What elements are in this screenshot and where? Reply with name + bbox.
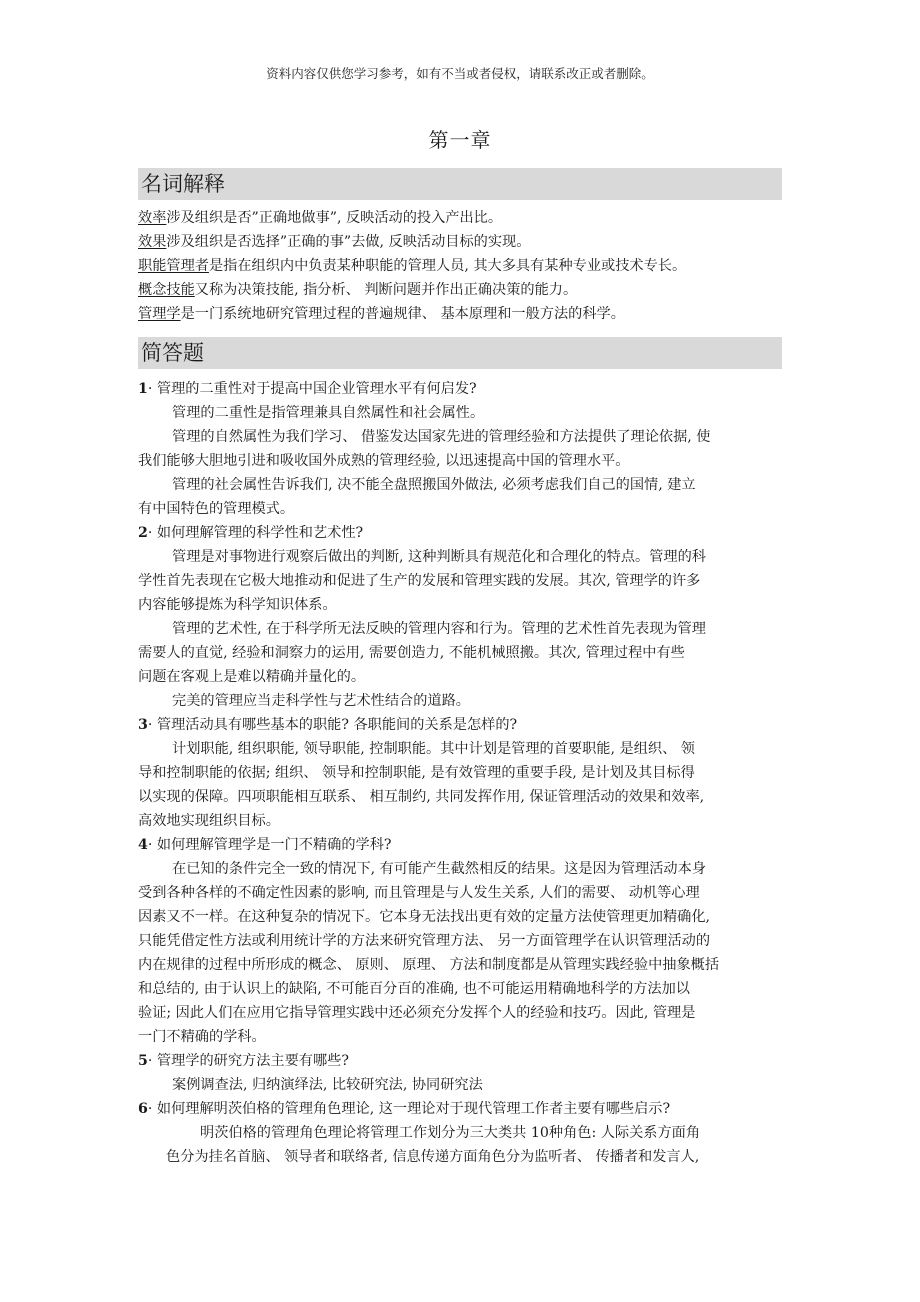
definition-term: 概念技能 xyxy=(138,282,195,298)
question-number: 4 xyxy=(138,837,148,853)
question-number: 3 xyxy=(138,717,148,733)
answer-line: 色分为挂名首脑、 领导者和联络者, 信息传递方面角色分为监听者、 传播者和发言人, xyxy=(166,1149,700,1165)
question-3 xyxy=(138,713,788,737)
answer-line: 一门不精确的学科。 xyxy=(138,1029,266,1045)
question-number: 2 xyxy=(138,525,148,541)
answer-line: 案例调查法, 归纳演绎法, 比较研究法, 协同研究法 xyxy=(172,1077,483,1093)
definition-text: 涉及组织是否选择”正确的事”去做, 反映活动目标的实现。 xyxy=(166,234,531,250)
question-title: · 管理学的研究方法主要有哪些? xyxy=(147,1053,349,1069)
section-title-terms: 名词解释 xyxy=(138,168,782,200)
definition-text: 又称为决策技能, 指分析、 判断问题并作出正确决策的能力。 xyxy=(194,282,578,298)
answer-line: 完美的管理应当走科学性与艺术性结合的道路。 xyxy=(172,693,470,709)
answer-line: 管理的二重性是指管理兼具自然属性和社会属性。 xyxy=(172,405,485,421)
answer-line: 内容能够提炼为科学知识体系。 xyxy=(138,597,337,613)
definitions-list xyxy=(138,206,788,326)
question-title: · 管理的二重性对于提高中国企业管理水平有何启发? xyxy=(147,381,477,397)
question-6 xyxy=(138,1097,788,1121)
question-title: · 管理活动具有哪些基本的职能? 各职能间的关系是怎样的? xyxy=(147,717,518,733)
definition-term: 效率 xyxy=(138,210,167,226)
question-2 xyxy=(138,521,788,545)
question-number: 6 xyxy=(138,1101,148,1117)
answer-line: 计划职能, 组织职能, 领导职能, 控制职能。其中计划是管理的首要职能, 是组织、 领 xyxy=(172,741,695,757)
answer-line: 以实现的保障。四项职能相互联系、 相互制约, 共同发挥作用, 保证管理活动的效果和效率, xyxy=(138,789,705,805)
answer-line: 管理的艺术性, 在于科学所无法反映的管理内容和行为。管理的艺术性首先表现为管理 xyxy=(172,621,706,637)
question-title: · 如何理解管理学是一门不精确的学科? xyxy=(147,837,392,853)
definition-item xyxy=(138,206,788,230)
answer-line: 只能凭借定性方法或利用统计学的方法来研究管理方法、 另一方面管理学在认识管理活动的 xyxy=(138,933,711,949)
chapter-title: 第一章 xyxy=(428,128,492,152)
qa-body xyxy=(138,377,788,1169)
definition-item xyxy=(138,278,788,302)
question-title: · 如何理解管理的科学性和艺术性? xyxy=(147,525,364,541)
answer-line: 和总结的, 由于认识上的缺陷, 不可能百分百的准确, 也不可能运用精确地科学的方法加以 xyxy=(138,981,690,997)
definition-term: 职能管理者 xyxy=(138,258,209,274)
answer-line: 内在规律的过程中所形成的概念、 原则、 原理、 方法和制度都是从管理实践经验中抽象概括 xyxy=(138,957,720,973)
definition-text: 涉及组织是否”正确地做事”, 反映活动的投入产出比。 xyxy=(166,210,503,226)
answer-line: 有中国特色的管理模式。 xyxy=(138,501,295,517)
question-1 xyxy=(138,377,788,401)
question-number: 1 xyxy=(138,381,148,397)
answer-line: 管理的自然属性为我们学习、 借鉴发达国家先进的管理经验和方法提供了理论依据, 使 xyxy=(172,429,711,445)
answer-line: 明茨伯格的管理角色理论将管理工作划分为三大类共 10种角色: 人际关系方面角 xyxy=(200,1125,701,1141)
answer-line: 在已知的条件完全一致的情况下, 有可能产生截然相反的结果。这是因为管理活动本身 xyxy=(172,861,706,877)
definition-item xyxy=(138,230,788,254)
answer-line: 我们能够大胆地引进和吸收国外成熟的管理经验, 以迅速提高中国的管理水平。 xyxy=(138,453,630,469)
definition-text: 是一门系统地研究管理过程的普遍规律、 基本原理和一般方法的科学。 xyxy=(180,306,625,322)
question-5 xyxy=(138,1049,788,1073)
question-4 xyxy=(138,833,788,857)
definition-item xyxy=(138,302,788,326)
answer-line: 学性首先表现在它极大地推动和促进了生产的发展和管理实践的发展。其次, 管理学的许多 xyxy=(138,573,701,589)
question-title: · 如何理解明茨伯格的管理角色理论, 这一理论对于现代管理工作者主要有哪些启示? xyxy=(147,1101,671,1117)
definition-term: 效果 xyxy=(138,234,167,250)
answer-line: 因素又不一样。在这种复杂的情况下。它本身无法找出更有效的定量方法使管理更加精确化, xyxy=(138,909,711,925)
header-notice: 资料内容仅供您学习参考，如有不当或者侵权，请联系改正或者删除。 xyxy=(266,66,654,81)
answer-line: 验证; 因此人们在应用它指导管理实践中还必须充分发挥个人的经验和技巧。因此, 管理是 xyxy=(138,1005,696,1021)
question-number: 5 xyxy=(138,1053,148,1069)
definition-text: 是指在组织内中负责某种职能的管理人员, 其大多具有某种专业或技术专长。 xyxy=(208,258,687,274)
answer-line: 导和控制职能的依据; 组织、 领导和控制职能, 是有效管理的重要手段, 是计划及其目标得 xyxy=(138,765,695,781)
answer-line: 需要人的直觉, 经验和洞察力的运用, 需要创造力, 不能机械照搬。其次, 管理过程中有些 xyxy=(138,645,685,661)
definition-item xyxy=(138,254,788,278)
answer-line: 高效地实现组织目标。 xyxy=(138,813,280,829)
answer-line: 问题在客观上是难以精确并量化的。 xyxy=(138,669,366,685)
section-title-qa: 简答题 xyxy=(138,337,782,369)
answer-line: 管理是对事物进行观察后做出的判断, 这种判断具有规范化和合理化的特点。管理的科 xyxy=(172,549,706,565)
definition-term: 管理学 xyxy=(138,306,181,322)
answer-line: 管理的社会属性告诉我们, 决不能全盘照搬国外做法, 必须考虑我们自己的国情, 建立 xyxy=(172,477,696,493)
answer-line: 受到各种各样的不确定性因素的影响, 而且管理是与人发生关系, 人们的需要、 动机等心理 xyxy=(138,885,700,901)
